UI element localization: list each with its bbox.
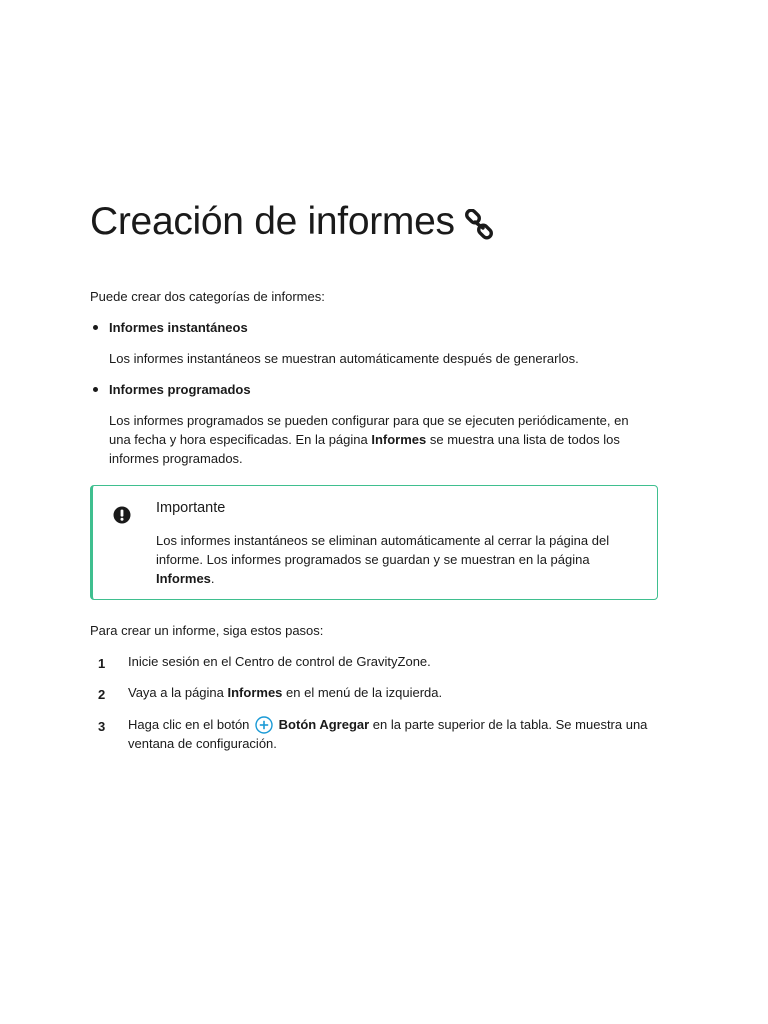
- page-title: [90, 200, 495, 244]
- step-text: [128, 715, 648, 753]
- step-text: Inicie sesión en el Centro de control de GravityZone.: [128, 654, 431, 669]
- text-run: en el menú de la izquierda.: [282, 685, 443, 700]
- text-run: Vaya a la página: [128, 685, 228, 700]
- intro-text: Puede crear dos categorías de informes:: [90, 289, 325, 304]
- exclamation-circle-icon: [113, 506, 131, 524]
- bullet-label: Informes instantáneos: [109, 320, 248, 335]
- list-item: [90, 380, 251, 399]
- bullet-dot: [93, 325, 98, 330]
- bullet-description: [109, 411, 649, 468]
- callout-body: [156, 531, 626, 588]
- text-run: en la parte superior de la tabla. Se muestra una ventana de configuración.: [128, 717, 648, 751]
- callout-title: Importante: [156, 500, 226, 516]
- step-number: 1: [98, 656, 106, 671]
- bullet-dot: [93, 387, 98, 392]
- link-icon[interactable]: [463, 209, 495, 241]
- text-run: Haga clic en el botón: [128, 717, 254, 732]
- page-title-text: Creación de informes: [90, 200, 455, 243]
- step-number: 3: [98, 719, 106, 734]
- bold-text: Informes: [371, 432, 427, 447]
- bold-text: Informes: [156, 571, 211, 586]
- important-callout: [90, 485, 658, 600]
- plus-circle-icon: [255, 716, 273, 734]
- bold-text: Botón Agregar: [278, 717, 370, 732]
- text-run: se muestra una lista de todos los informes programados.: [109, 432, 620, 466]
- steps-intro-text: Para crear un informe, siga estos pasos:: [90, 623, 324, 638]
- step-text: [128, 683, 648, 702]
- text-run: Los informes programados se pueden configurar para que se ejecuten periódicamente, en una fecha y hora especificadas. En la página: [109, 413, 629, 447]
- bold-text: Informes: [227, 685, 283, 700]
- text-run: Los informes instantáneos se eliminan automáticamente al cerrar la página del informe. Los informes programados se guardan y se muestran en la página: [156, 533, 610, 567]
- bullet-label: Informes programados: [109, 382, 251, 397]
- step-number: 2: [98, 687, 106, 702]
- list-item: [90, 318, 248, 337]
- text-run: .: [210, 571, 215, 586]
- bullet-description: Los informes instantáneos se muestran automáticamente después de generarlos.: [109, 351, 579, 366]
